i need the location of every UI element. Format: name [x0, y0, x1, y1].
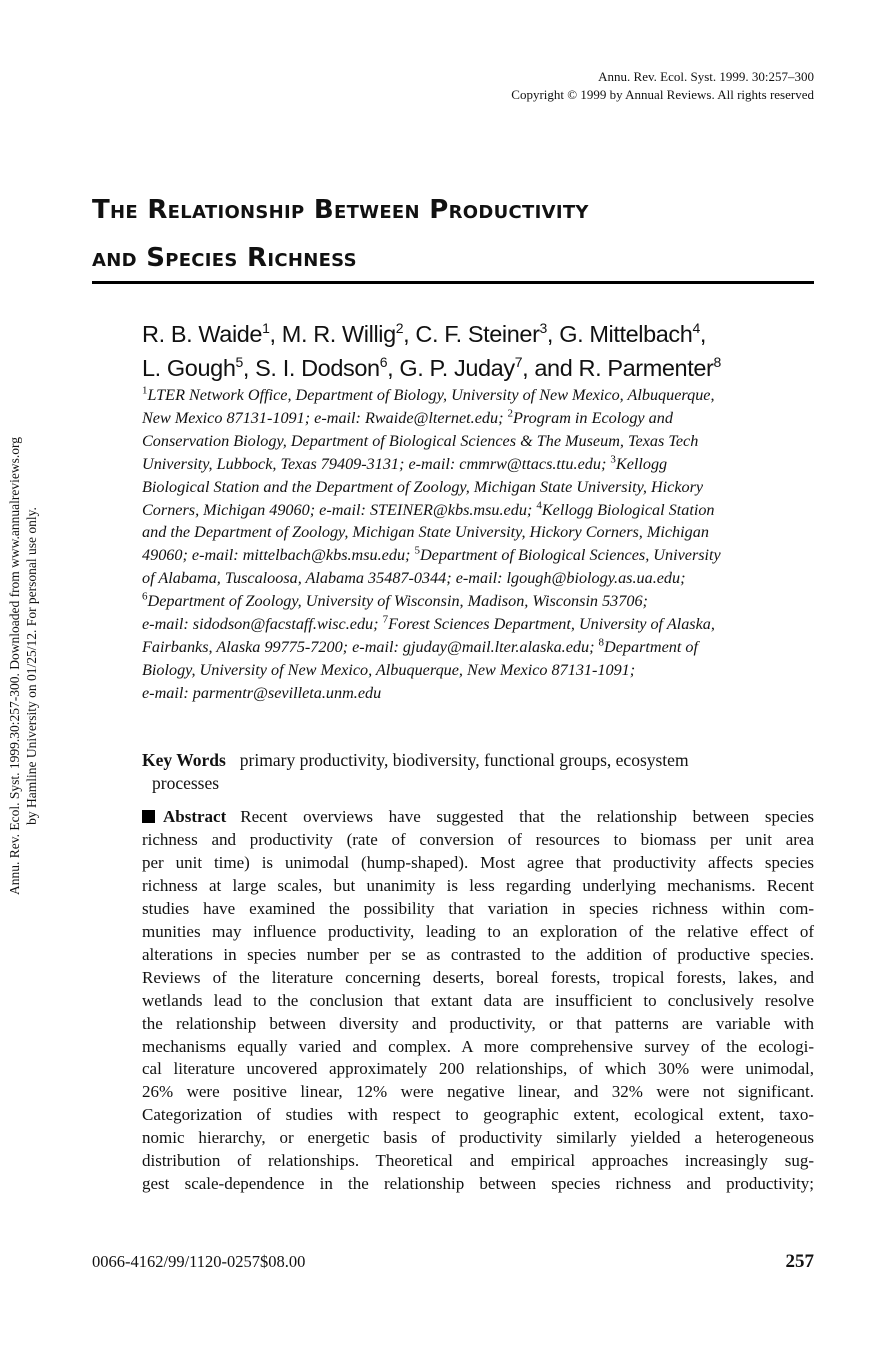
affiliation-text: University, Lubbock, Texas 79409-3131; e-mail: cmmrw@ttacs.ttu.edu; [142, 454, 611, 473]
author-separator: , [699, 321, 706, 347]
author-footnote-mark: 6 [379, 354, 388, 371]
affiliation-mark: 2 [507, 407, 514, 420]
affiliation-text: Department of Zoology, University of Wisconsin, Madison, Wisconsin 53706; [147, 592, 648, 611]
keywords [142, 749, 814, 795]
footer-code: 0066-4162/99/1120-0257$08.00 [92, 1252, 306, 1271]
affiliation-mark: 7 [382, 613, 389, 626]
affiliation-text: Kellogg [615, 454, 668, 473]
affiliation-mark: 3 [610, 453, 616, 466]
author-name: G. Mittelbach [559, 321, 693, 347]
abstract-line: 26% were positive linear, 12% were negative linear, and 32% were not significant. [142, 1082, 814, 1102]
author-separator: , [269, 321, 282, 347]
affiliation-text: Program in Ecology and [513, 408, 673, 427]
abstract-line: per unit time) is unimodal (hump-shaped). Most agree that productivity affects species [142, 852, 814, 872]
author-name: L. Gough [142, 355, 236, 381]
affiliation-mark: 8 [598, 636, 605, 649]
affiliation-text: LTER Network Office, Department of Biology, University of New Mexico, Albuquerque, [147, 386, 715, 404]
affiliation-text: New Mexico 87131-1091; e-mail: Rwaide@lternet.edu; [142, 408, 508, 427]
abstract-line: wetlands lead to the conclusion that extant data are insufficient to conclusively resolve [142, 990, 814, 1010]
affiliation-text: Department of [604, 637, 699, 656]
author-footnote-mark: 3 [539, 320, 547, 337]
black-square-icon [142, 810, 155, 823]
page-number: 257 [785, 1251, 814, 1272]
author-footnote-mark: 8 [713, 354, 721, 371]
title-line: and Species Richness [92, 243, 357, 273]
affiliation-line [142, 544, 816, 567]
author-footnote-mark: 4 [692, 320, 700, 337]
affiliation-text: 49060; e-mail: mittelbach@kbs.msu.edu; [142, 546, 415, 565]
author-footnote-mark: 2 [395, 320, 404, 337]
author-name: R. Parmenter [578, 355, 714, 381]
abstract-line: Categorization of studies with respect to geographic extent, ecological extent, taxo- [142, 1105, 814, 1125]
affiliation-text: Forest Sciences Department, University of Alaska, [388, 615, 715, 634]
abstract-line: Reviews of the literature concerning deserts, boreal forests, tropical forests, lakes, and [142, 967, 814, 987]
abstract-line: mechanisms equally varied and complex. A more comprehensive survey of the ecologi- [142, 1036, 814, 1056]
affiliation-line [142, 636, 816, 659]
author-name: C. F. Steiner [415, 321, 540, 347]
abstract-line: gest scale-dependence in the relationship between species richness and productivity; [142, 1174, 814, 1194]
affiliation-line [142, 499, 816, 522]
abstract-line: distribution of relationships. Theoretical and empirical approaches increasingly sug- [142, 1151, 814, 1171]
keywords-label: Key Words [142, 750, 226, 770]
affiliation-text: e-mail: parmentr@sevilleta.unm.edu [142, 683, 382, 702]
affiliation-line [142, 521, 816, 544]
affiliation-text: Kellogg Biological Station [541, 500, 715, 519]
copyright-notice: Copyright © 1999 by Annual Reviews. All rights reserved [511, 87, 814, 102]
abstract [142, 806, 814, 1196]
affiliation-line [142, 659, 816, 682]
affiliation-line [142, 567, 816, 590]
author-name: M. R. Willig [281, 321, 396, 347]
author-name: S. I. Dodson [255, 355, 380, 381]
affiliation-line [142, 682, 816, 705]
author-list [142, 317, 822, 385]
affiliation-text: Biology, University of New Mexico, Albuquerque, New Mexico 87131-1091; [142, 660, 636, 679]
side-note-line: by Hamline University on 01/25/12. For personal use only. [24, 507, 39, 825]
abstract-line: richness and productivity (rate of conversion of resources to biomass per unit area [142, 829, 814, 849]
author-separator: , [546, 321, 560, 347]
title-rule [92, 281, 814, 284]
side-note-line: Annu. Rev. Ecol. Syst. 1999.30:257-300. Downloaded from www.annualreviews.org [7, 436, 22, 896]
affiliation-line [142, 407, 816, 430]
affiliation-text: Fairbanks, Alaska 99775-7200; e-mail: gjuday@mail.lter.alaska.edu; [142, 637, 599, 656]
keywords-text: processes [152, 773, 220, 793]
affiliation-text: Biological Station and the Department of Zoology, Michigan State University, Hickory [142, 477, 704, 496]
author-name: R. B. Waide [142, 321, 263, 347]
affiliation-line [142, 384, 816, 407]
abstract-line: munities may influence productivity, leading to an exploration of the relative effect of [142, 921, 814, 941]
affiliation-line [142, 476, 816, 499]
author-footnote-mark: 1 [262, 320, 270, 337]
abstract-line: nomic hierarchy, or energetic basis of productivity similarly yielded a heterogeneous [142, 1128, 814, 1148]
affiliation-mark: 4 [536, 499, 542, 512]
author-separator: , [403, 321, 416, 347]
author-footnote-mark: 7 [514, 354, 523, 371]
affiliation-line [142, 453, 816, 476]
author-separator: , [242, 355, 256, 381]
article-title [92, 186, 814, 282]
abstract-line: alterations in species number per se as contrasted to the addition of productive species. [142, 944, 814, 964]
author-separator: , and [522, 355, 579, 381]
abstract-label: Abstract [163, 807, 227, 826]
journal-citation: Annu. Rev. Ecol. Syst. 1999. 30:257–300 [598, 69, 814, 84]
affiliation-line [142, 590, 816, 613]
author-separator: , [387, 355, 400, 381]
author-footnote-mark: 5 [235, 354, 243, 371]
abstract-line [142, 806, 814, 829]
affiliation-text: Conservation Biology, Department of Biological Sciences & The Museum, Texas Tech [142, 431, 699, 450]
affiliation-line [142, 613, 816, 636]
author-name: G. P. Juday [399, 355, 515, 381]
abstract-line: cal literature uncovered approximately 200 relationships, of which 30% were unimodal, [142, 1059, 814, 1079]
download-side-note [6, 376, 40, 956]
title-line: The Relationship Between Productivity [92, 195, 589, 225]
abstract-line: richness at large scales, but unanimity is less regarding underlying mechanisms. Recent [142, 875, 814, 895]
affiliation-mark: 6 [142, 590, 148, 603]
journal-header [511, 68, 814, 104]
affiliation-text: Corners, Michigan 49060; e-mail: STEINER@kbs.msu.edu; [142, 500, 537, 519]
affiliation-text: and the Department of Zoology, Michigan State University, Hickory Corners, Michigan [142, 523, 709, 542]
abstract-line: studies have examined the possibility that variation in species richness within com- [142, 898, 814, 918]
affiliation-text: Department of Biological Sciences, University [419, 546, 721, 565]
affiliation-line [142, 430, 816, 453]
abstract-line: the relationship between diversity and productivity, or that patterns are variable with [142, 1013, 814, 1033]
affiliation-text: of Alabama, Tuscaloosa, Alabama 35487-0344; e-mail: lgough@biology.as.ua.edu; [142, 569, 686, 588]
abstract-text: Recent overviews have suggested that the relationship between species [240, 807, 814, 826]
affiliation-mark: 5 [414, 544, 420, 557]
affiliations [142, 384, 816, 705]
keywords-text: primary productivity, biodiversity, functional groups, ecosystem [239, 750, 689, 770]
affiliation-text: e-mail: sidodson@facstaff.wisc.edu; [142, 615, 383, 634]
affiliation-mark: 1 [142, 384, 148, 397]
